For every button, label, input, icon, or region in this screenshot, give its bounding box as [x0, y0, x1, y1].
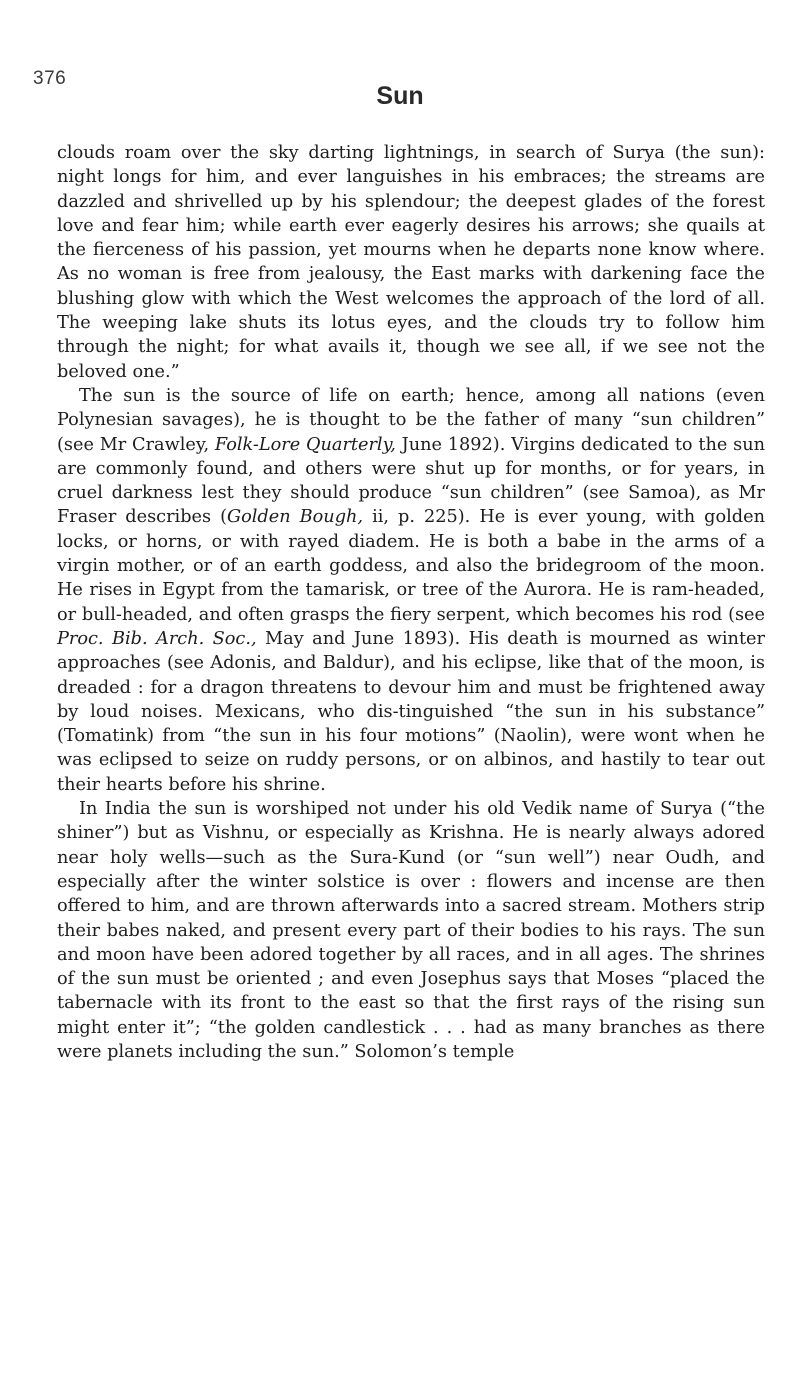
- paragraph-continued: [57, 141, 765, 384]
- paragraph-text: In India the sun is worshiped not under his old Vedik name of Surya (“the shiner”) but as Vishnu, or especially as Krishna. He is nearly always adored near holy wells—such as the Sura-Kund (or “sun well”) near Oudh, and especially after the winter solstice is over : flowers and incense are then offered to him, and are thrown afterwards into a sacred stream. Mothers strip their babes naked, and present every part of their bodies to his rays. The sun and moon have been adored together by all races, and in all ages. The shrines of the sun must be oriented ; and even Josephus says that Moses “placed the tabernacle with its front to the east so that the first rays of the rising sun might enter it”; “the golden candlestick . . . had as many branches as there were planets including the sun.” Solomon’s temple: [57, 799, 765, 1062]
- page-number: 376: [33, 68, 67, 89]
- running-title: Sun: [376, 82, 424, 110]
- page-body: [57, 141, 765, 1064]
- citation-title: Folk-Lore Quarterly,: [214, 434, 396, 455]
- paragraph-text: ii, p. 225). He is ever young, with golden locks, or horns, or with rayed diadem. He is both a babe in the arms of a virgin mother, or of an earth goddess, and also the bridegroom of the moon. He rises in Egypt from the tamarisk, or tree of the Aurora. He is ram-headed, or bull-headed, and often grasps the fiery serpent, which becomes his rod (see: [57, 507, 765, 625]
- paragraph-text: clouds roam over the sky darting lightnings, in search of Surya (the sun): night longs for him, and ever languishes in his embraces; the streams are dazzled and shrivelled up by his splendour; the deepest glades of the forest love and fear him; while earth ever eagerly desires his arrows; she quails at the fierceness of his passion, yet mourns when he departs none know where. As no woman is free from jealousy, the East marks with darkening face the blushing glow with which the West welcomes the approach of the lord of all. The weeping lake shuts its lotus eyes, and the clouds try to follow him through the night; for what avails it, though we see all, if we see not the beloved one.”: [57, 143, 765, 382]
- paragraph-text: June 1892). Virgins dedicated to the sun are commonly found, and others were shut up for months, or for years, in cruel darkness lest they should produce “sun children” (see Samoa), as Mr Fraser describes (: [57, 434, 765, 528]
- citation-title: Proc. Bib. Arch. Soc.,: [57, 628, 257, 649]
- paragraph-text: The sun is the source of life on earth; hence, among all nations (even Polynesian savages), he is thought to be the father of many “sun children” (see Mr Crawley,: [57, 385, 765, 455]
- paragraph-india: [57, 797, 765, 1064]
- paragraph-sun-children: [57, 384, 765, 797]
- citation-title: Golden Bough,: [227, 507, 364, 528]
- paragraph-text: May and June 1893). His death is mourned as winter approaches (see Adonis, and Baldur), and his eclipse, like that of the moon, is dreaded : for a dragon threatens to devour him and must be frightened away by loud noises. Mexicans, who dis-tinguished “the sun in his substance” (Tomatink) from “the sun in his four motions” (Naolin), were wont when he was eclipsed to seize on ruddy persons, or on albinos, and hastily to tear out their hearts before his shrine.: [57, 628, 765, 795]
